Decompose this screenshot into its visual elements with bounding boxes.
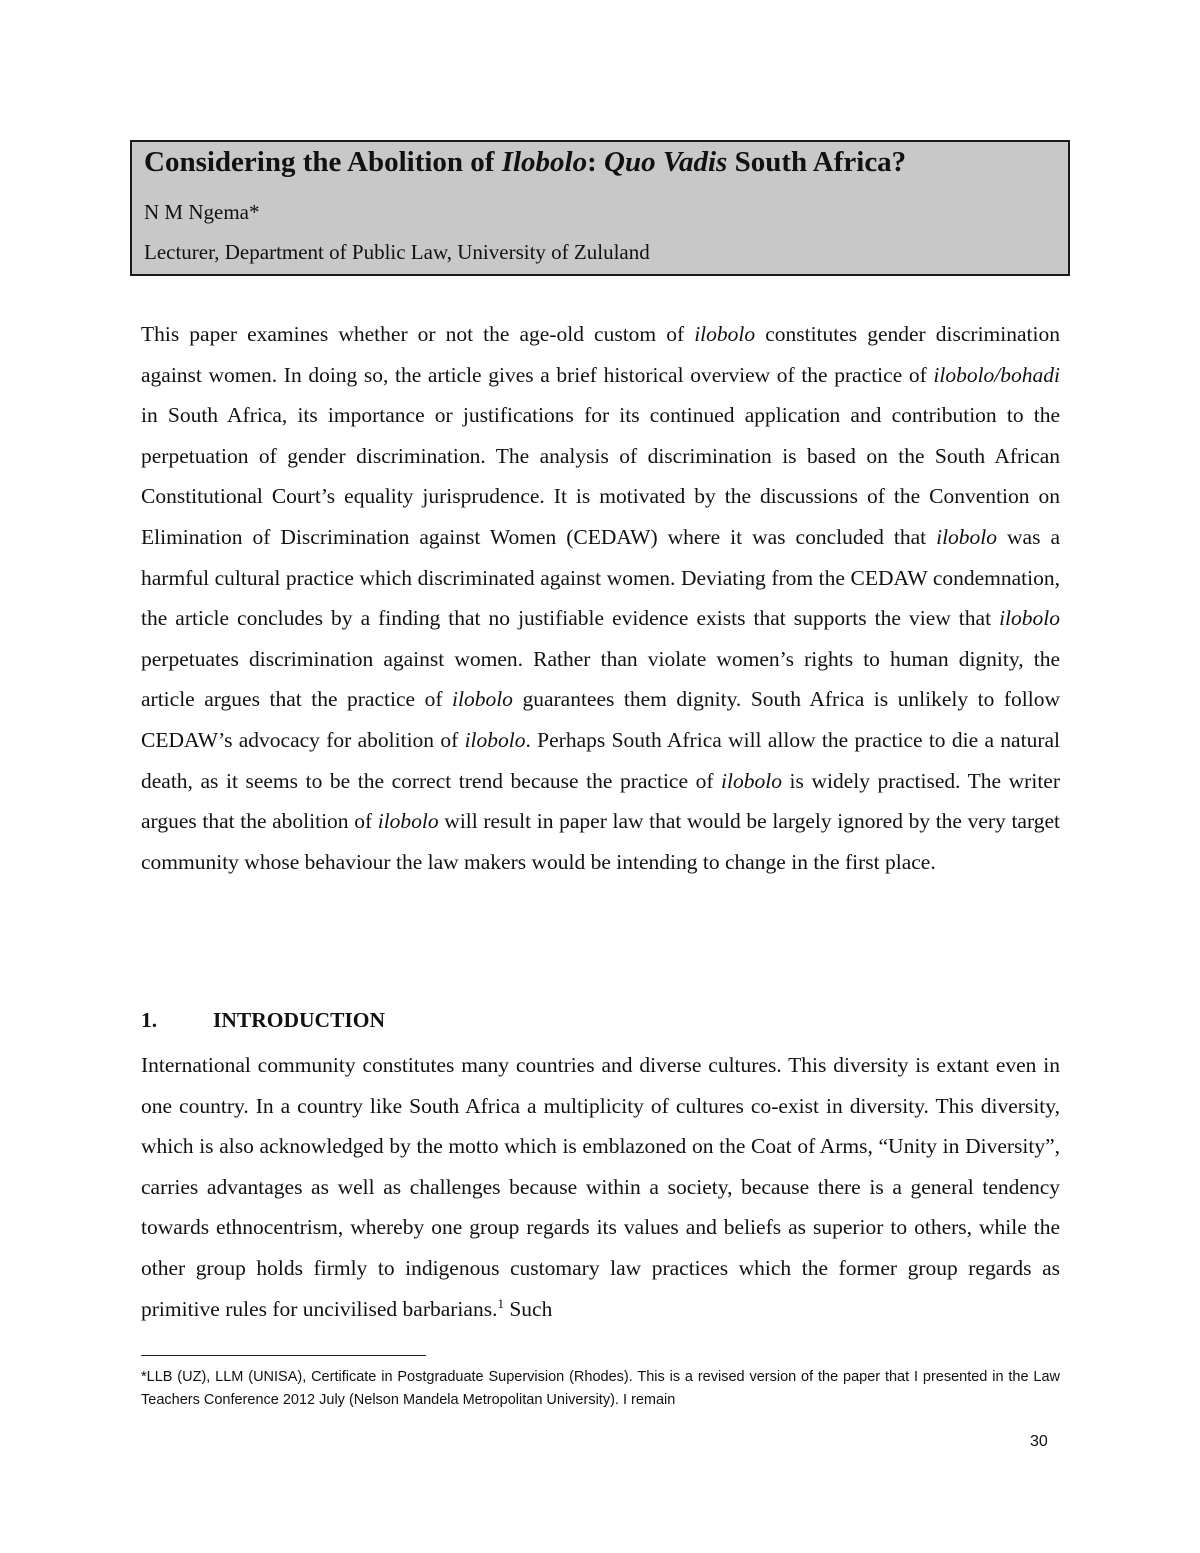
paper-title: Considering the Abolition of Ilobolo: Quo Vadis South Africa? [144, 146, 907, 178]
introduction-paragraph: International community constitutes many countries and diverse cultures. This diversity is extant even in one country. In a country like South Africa a multiplicity of cultures co-exist in diversity. This diversity, which is also acknowledged by the motto which is emblazoned on the Coat of Arms, “Unity in Diversity”, carries advantages as well as challenges because within a society, because there is a general tendency towards ethnocentrism, whereby one group regards its values and beliefs as superior to others, while the other group holds firmly to indigenous customary law practices which the former group regards as primitive rules for uncivilised barbarians.$^1$ Such [141, 1053, 1060, 1321]
section-title: INTRODUCTION [213, 1008, 386, 1032]
page-number: 30 [1030, 1433, 1048, 1450]
abstract: This paper examines whether or not the age-old custom of ilobolo constitutes gender discrimination against women. In doing so, the article gives a brief historical overview of the practice of ilobolo/bohadi in South Africa, its importance or justifications for its continued application and contribution to the perpetuation of gender discrimination. The analysis of discrimination is based on the South African Constitutional Court’s equality jurisprudence. It is motivated by the discussions of the Convention on Elimination of Discrimination against Women (CEDAW) where it was concluded that ilobolo was a harmful cultural practice which discriminated against women. Deviating from the CEDAW condemnation, the article concludes by a finding that no justifiable evidence exists that supports the view that ilobolo perpetuates discrimination against women. Rather than violate women’s rights to human dignity, the article argues that the practice of ilobolo guarantees them dignity. South Africa is unlikely to follow CEDAW’s advocacy for abolition of ilobolo. Perhaps South Africa will allow the practice to die a natural death, as it seems to be the correct trend because the practice of ilobolo is widely practised. The writer argues that the abolition of ilobolo will result in paper law that would be largely ignored by the very target community whose behaviour the law makers would be intending to change in the first place. [141, 322, 1061, 874]
section-heading [141, 1008, 385, 1033]
author-affiliation: Lecturer, Department of Public Law, University of Zululand [144, 240, 650, 264]
section-number: 1. [141, 1008, 158, 1032]
title-box [130, 140, 1070, 276]
footnote: *LLB (UZ), LLM (UNISA), Certificate in Postgraduate Supervision (Rhodes). This is a revised version of the paper that I presented in the Law Teachers Conference 2012 July (Nelson Mandela Metropolitan University). I remain [141, 1369, 1060, 1408]
footnote-reference: 1 [497, 1295, 504, 1311]
author-name: N M Ngema* [144, 200, 260, 224]
footnote-divider [141, 1355, 426, 1356]
